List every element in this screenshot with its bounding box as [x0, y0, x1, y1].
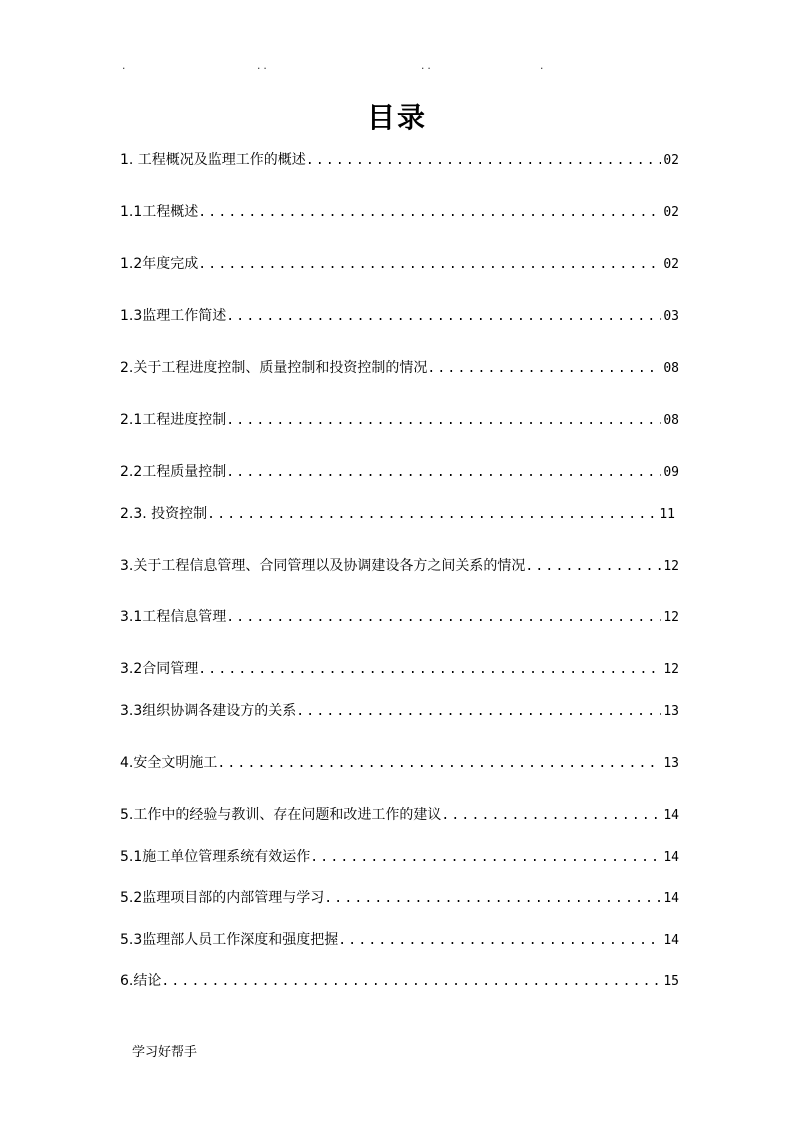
toc-entry[interactable]	[120, 700, 679, 722]
toc-entry[interactable]	[120, 970, 679, 992]
page-title: 目录	[366, 101, 427, 134]
toc-entry-label: 3.关于工程信息管理、合同管理以及协调建设各方之间关系的情况	[120, 558, 526, 574]
toc-leader-dots	[226, 413, 661, 428]
toc-entry-page: 13	[663, 704, 679, 719]
toc-leader-dots	[198, 257, 661, 272]
toc-leader-dots	[198, 205, 661, 220]
toc-entry[interactable]	[120, 357, 679, 379]
toc-entry-page: 12	[663, 662, 679, 677]
toc-entry-page: 13	[663, 756, 679, 771]
page-footer: 学习好帮手	[132, 1045, 198, 1060]
toc-entry-page: 11	[659, 507, 675, 522]
toc-entry-label: 5.3监理部人员工作深度和强度把握	[120, 932, 339, 948]
toc-entry-label: 5.工作中的经验与教训、存在问题和改进工作的建议	[120, 807, 442, 823]
toc-entry-page: 08	[663, 361, 679, 376]
toc-leader-dots	[207, 507, 657, 522]
toc-entry-page: 14	[663, 933, 679, 948]
toc-entry-page: 02	[663, 205, 679, 220]
toc-entry[interactable]	[120, 201, 679, 223]
toc-entry-label: 2.3. 投资控制	[120, 506, 208, 522]
header-mark: .	[539, 62, 546, 72]
toc-leader-dots	[310, 850, 661, 865]
toc-entry[interactable]	[120, 409, 679, 431]
toc-entry[interactable]	[120, 305, 679, 327]
toc-entry[interactable]	[120, 461, 679, 483]
toc-leader-dots	[525, 559, 661, 574]
toc-entry-label: 3.3组织协调各建设方的关系	[120, 703, 297, 719]
toc-entry-page: 02	[663, 257, 679, 272]
toc-leader-dots	[198, 662, 661, 677]
toc-leader-dots	[217, 756, 661, 771]
toc-entry-label: 1.1工程概述	[120, 204, 199, 220]
toc-entry-page: 14	[663, 808, 679, 823]
toc-entry-label: 2.关于工程进度控制、质量控制和投资控制的情况	[120, 360, 428, 376]
toc-leader-dots	[296, 704, 661, 719]
toc-leader-dots	[306, 153, 662, 168]
toc-entry[interactable]	[120, 929, 679, 951]
toc-entry-page: 03	[663, 309, 679, 324]
toc-entry-page: 14	[663, 891, 679, 906]
toc-entry-page: 02	[663, 153, 679, 168]
toc-entry-page: 12	[663, 610, 679, 625]
toc-entry-label: 1. 工程概况及监理工作的概述	[120, 152, 306, 168]
toc-entry-page: 08	[663, 413, 679, 428]
toc-entry[interactable]	[120, 503, 675, 525]
header-mark: ..	[256, 62, 269, 72]
toc-leader-dots	[226, 309, 661, 324]
toc-entry-label: 1.2年度完成	[120, 256, 199, 272]
toc-entry-label: 5.1施工单位管理系统有效运作	[120, 849, 311, 865]
toc-entry[interactable]	[120, 804, 679, 826]
toc-entry-label: 2.1工程进度控制	[120, 412, 227, 428]
toc-leader-dots	[226, 610, 661, 625]
toc-leader-dots	[226, 465, 661, 480]
toc-entry-label: 3.2合同管理	[120, 661, 199, 677]
toc-entry[interactable]	[120, 752, 679, 774]
toc-leader-dots	[441, 808, 661, 823]
toc-leader-dots	[324, 891, 661, 906]
toc-entry[interactable]	[120, 253, 679, 275]
toc-leader-dots	[161, 974, 661, 989]
toc-entry[interactable]	[120, 149, 679, 171]
toc-entry-page: 09	[663, 465, 679, 480]
toc-entry-label: 1.3监理工作简述	[120, 308, 227, 324]
toc-entry-label: 3.1工程信息管理	[120, 609, 227, 625]
header-mark: ..	[420, 62, 433, 72]
toc-entry[interactable]	[120, 555, 679, 577]
toc-entry-label: 6.结论	[120, 973, 162, 989]
toc-entry-label: 2.2工程质量控制	[120, 464, 227, 480]
toc-entry[interactable]	[120, 606, 679, 628]
toc-entry-page: 12	[663, 559, 679, 574]
toc-entry[interactable]	[120, 887, 679, 909]
toc-entry[interactable]	[120, 846, 679, 868]
toc-leader-dots	[338, 933, 661, 948]
toc-entry-label: 4.安全文明施工	[120, 755, 218, 771]
toc-entry-label: 5.2监理项目部的内部管理与学习	[120, 890, 325, 906]
toc-entry-page: 15	[663, 974, 679, 989]
toc-entry[interactable]	[120, 658, 679, 680]
toc-leader-dots	[427, 361, 661, 376]
header-mark: .	[121, 62, 128, 72]
toc-entry-page: 14	[663, 850, 679, 865]
